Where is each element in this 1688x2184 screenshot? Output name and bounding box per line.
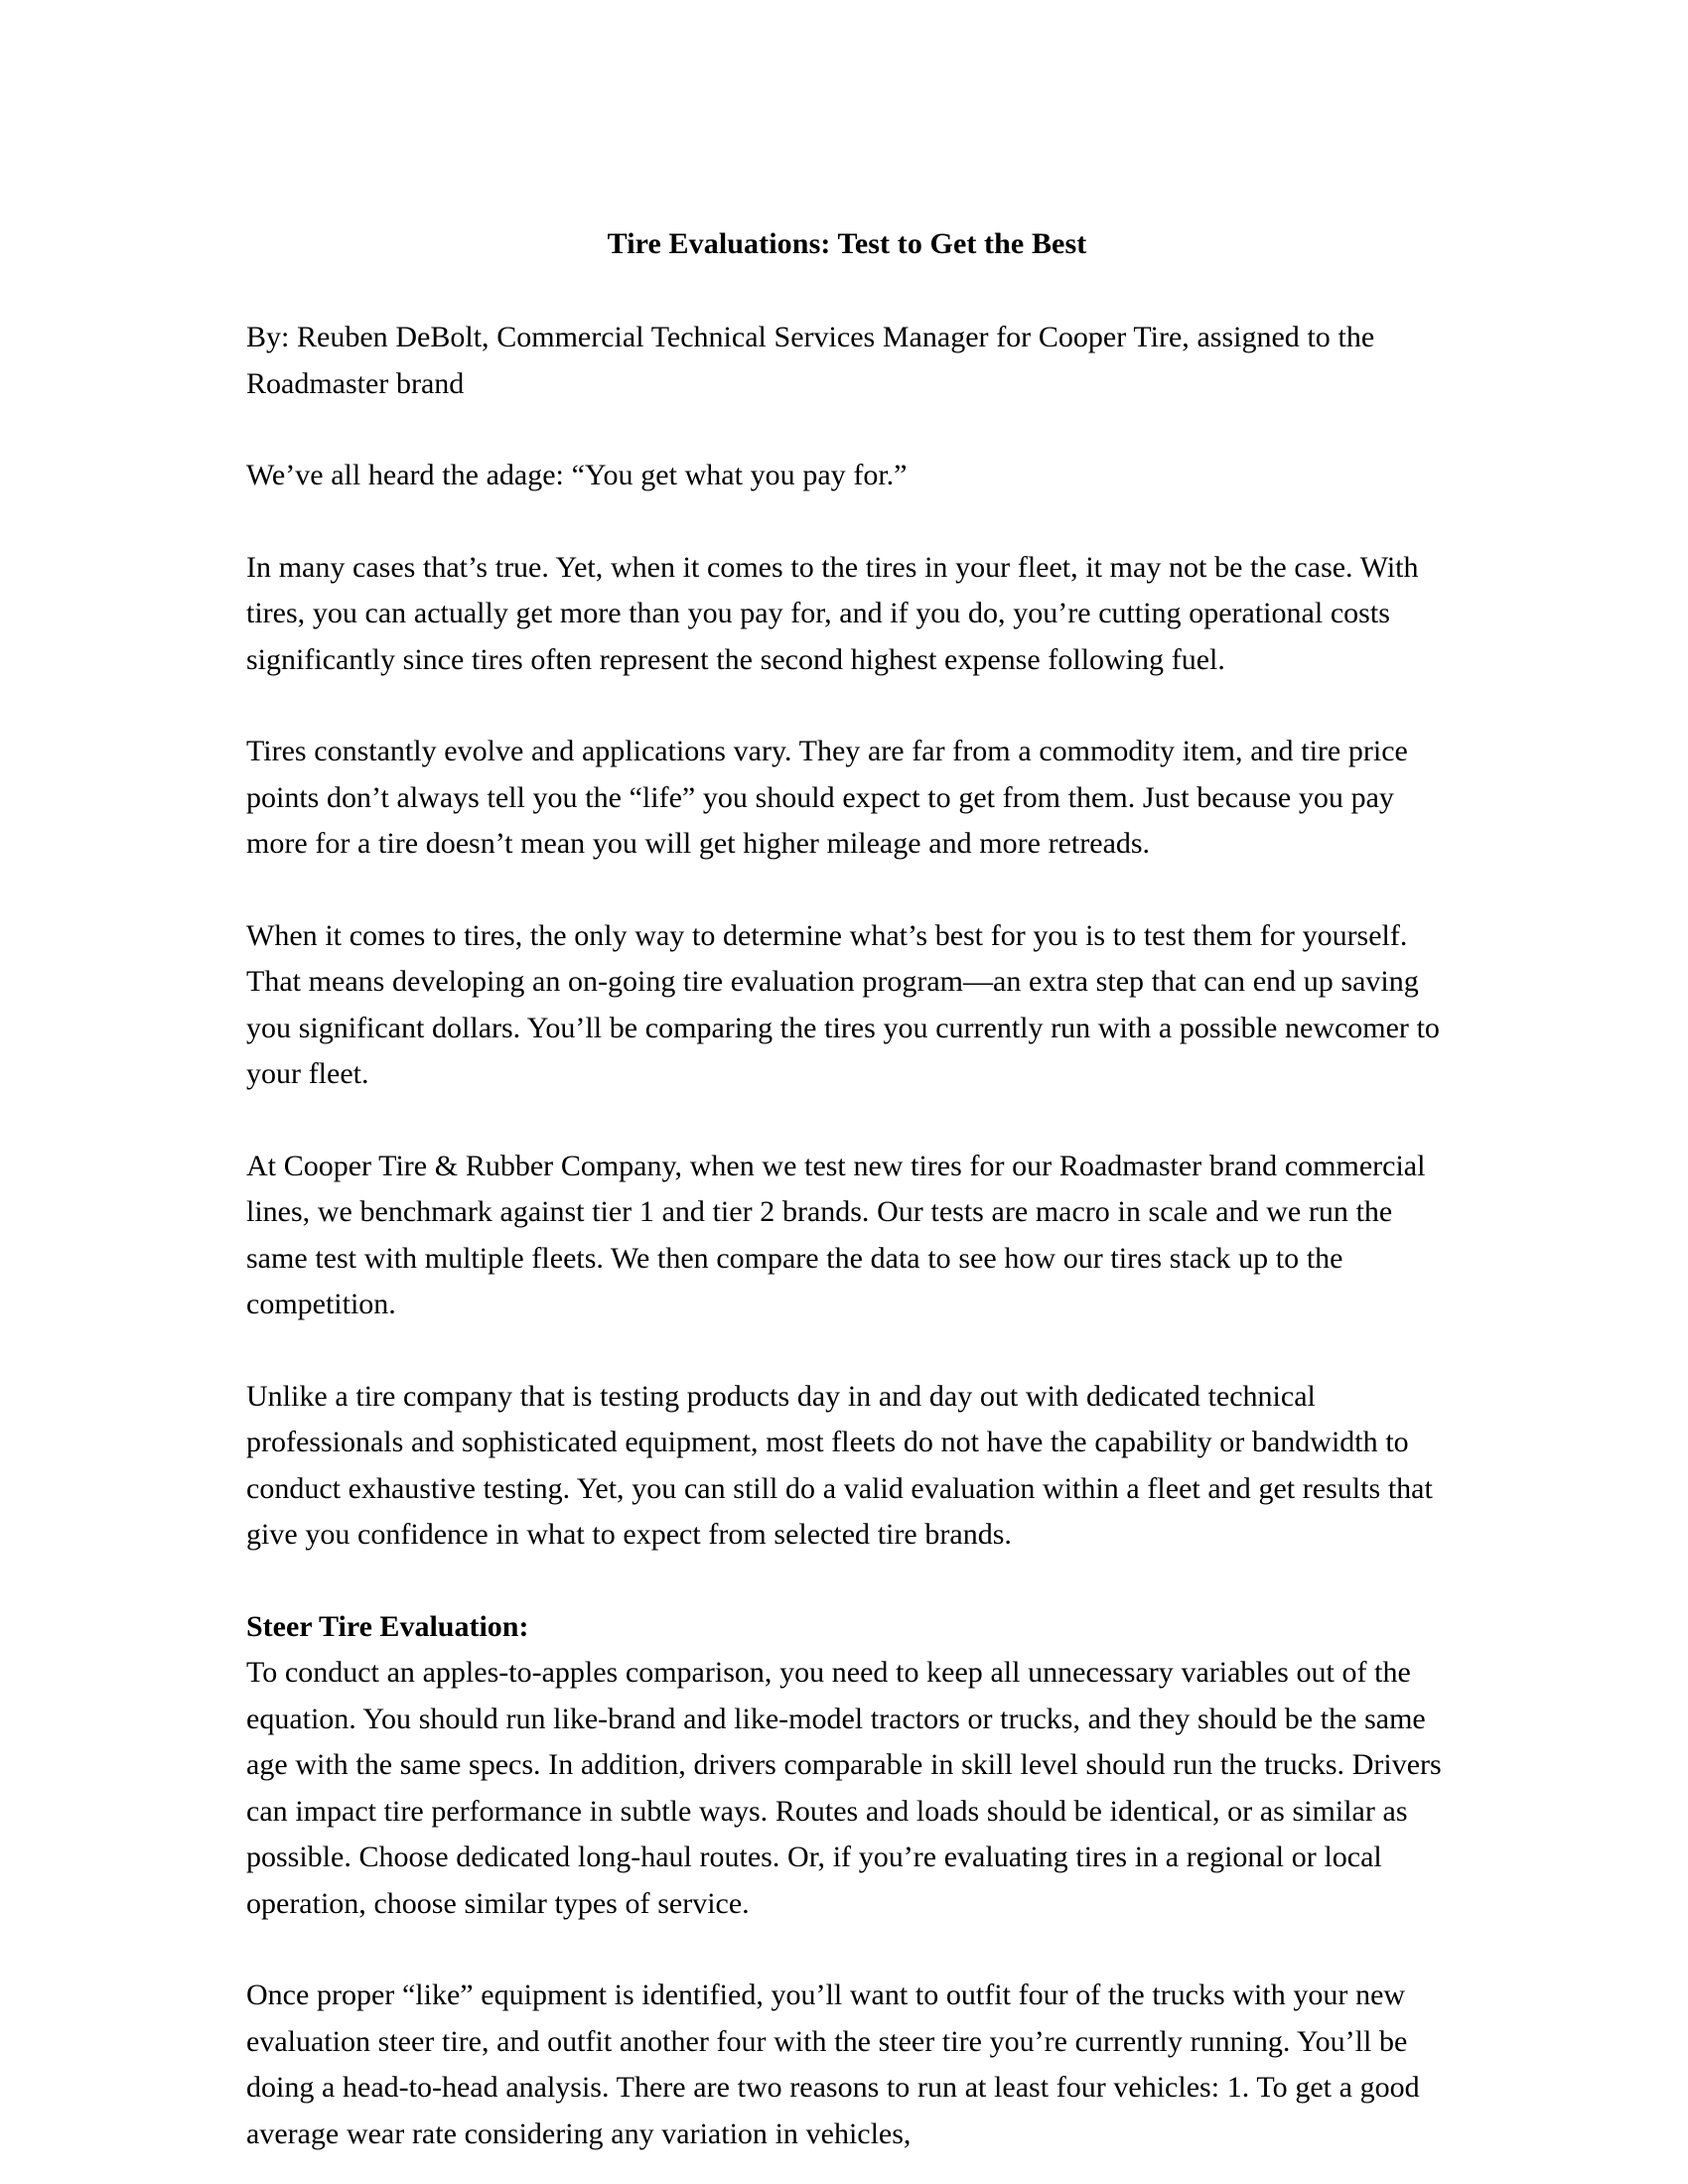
- paragraph-unlike-a-tire-company: Unlike a tire company that is testing products day in and day out with dedicated technical professionals and sophisticated equipment, most fleets do not have the capability or bandwidth to conduct exhaustive testing. Yet, you can still do a valid evaluation within a fleet and get results that give you confidence in what to expect from selected tire brands.: [246, 1379, 1433, 1552]
- paragraph-spacer: [246, 499, 1448, 545]
- paragraph-spacer: [246, 407, 1448, 453]
- paragraph-spacer: [246, 1927, 1448, 1973]
- paragraph-spacer: [246, 1559, 1448, 1604]
- document-body: [246, 226, 1448, 2157]
- page-title: Tire Evaluations: Test to Get the Best: [607, 227, 1087, 260]
- paragraph-spacer: [246, 1098, 1448, 1144]
- paragraph-in-many-cases: In many cases that’s true. Yet, when it comes to the tires in your fleet, it may not be the case. With tires, you can actually get more than you pay for, and if you do, you’re cutting operational costs significantly since tires often represent the second highest expense following fuel.: [246, 550, 1419, 676]
- paragraph-at-cooper-tire: At Cooper Tire & Rubber Company, when we test new tires for our Roadmaster brand commercial lines, we benchmark against tier 1 and tier 2 brands. Our tests are macro in scale and we run the same test with multiple fleets. We then compare the data to see how our tires stack up to the competition.: [246, 1149, 1426, 1321]
- paragraph-tires-evolve: Tires constantly evolve and applications vary. They are far from a commodity item, and tire price points don’t always tell you the “life” you should expect to get from them. Just because you pay more for a tire doesn’t mean you will get higher mileage and more retreads.: [246, 735, 1408, 861]
- paragraph-when-it-comes-to-tires: When it comes to tires, the only way to determine what’s best for you is to test them for yourself. That means developing an on-going tire evaluation program—an extra step that can end up saving you significant dollars. You’ll be comparing the tires you currently run with a possible newcomer to your fleet.: [246, 918, 1440, 1091]
- spacer-after-title: [246, 261, 1448, 315]
- paragraph-once-proper-like-equipment: Once proper “like” equipment is identified, you’ll want to outfit four of the trucks with your new evaluation steer tire, and outfit another four with the steer tire you’re currently running. You’ll be doing a head-to-head analysis. There are two reasons to run at least four vehicles: 1. To get a good average wear rate considering any variation in vehicles,: [246, 1979, 1420, 2150]
- paragraph-spacer: [246, 1328, 1448, 1374]
- byline: By: Reuben DeBolt, Commercial Technical Services Manager for Cooper Tire, assigned to the Roadmaster brand: [246, 321, 1375, 400]
- section-heading-steer-tire-evaluation: Steer Tire Evaluation:: [246, 1609, 529, 1643]
- paragraph-adage: We’ve all heard the adage: “You get what you pay for.”: [246, 459, 908, 492]
- paragraph-steer-tire-body: To conduct an apples-to-apples comparison, you need to keep all unnecessary variables out of the equation. You should run like-brand and like-model tractors or trucks, and they should be the same age with the same specs. In addition, drivers comparable in skill level should run the trucks. Drivers can impact tire performance in subtle ways. Routes and loads should be identical, or as similar as possible. Choose dedicated long-haul routes. Or, if you’re evaluating tires in a regional or local operation, choose similar types of service.: [246, 1656, 1442, 1920]
- paragraph-spacer: [246, 868, 1448, 913]
- paragraph-spacer: [246, 683, 1448, 729]
